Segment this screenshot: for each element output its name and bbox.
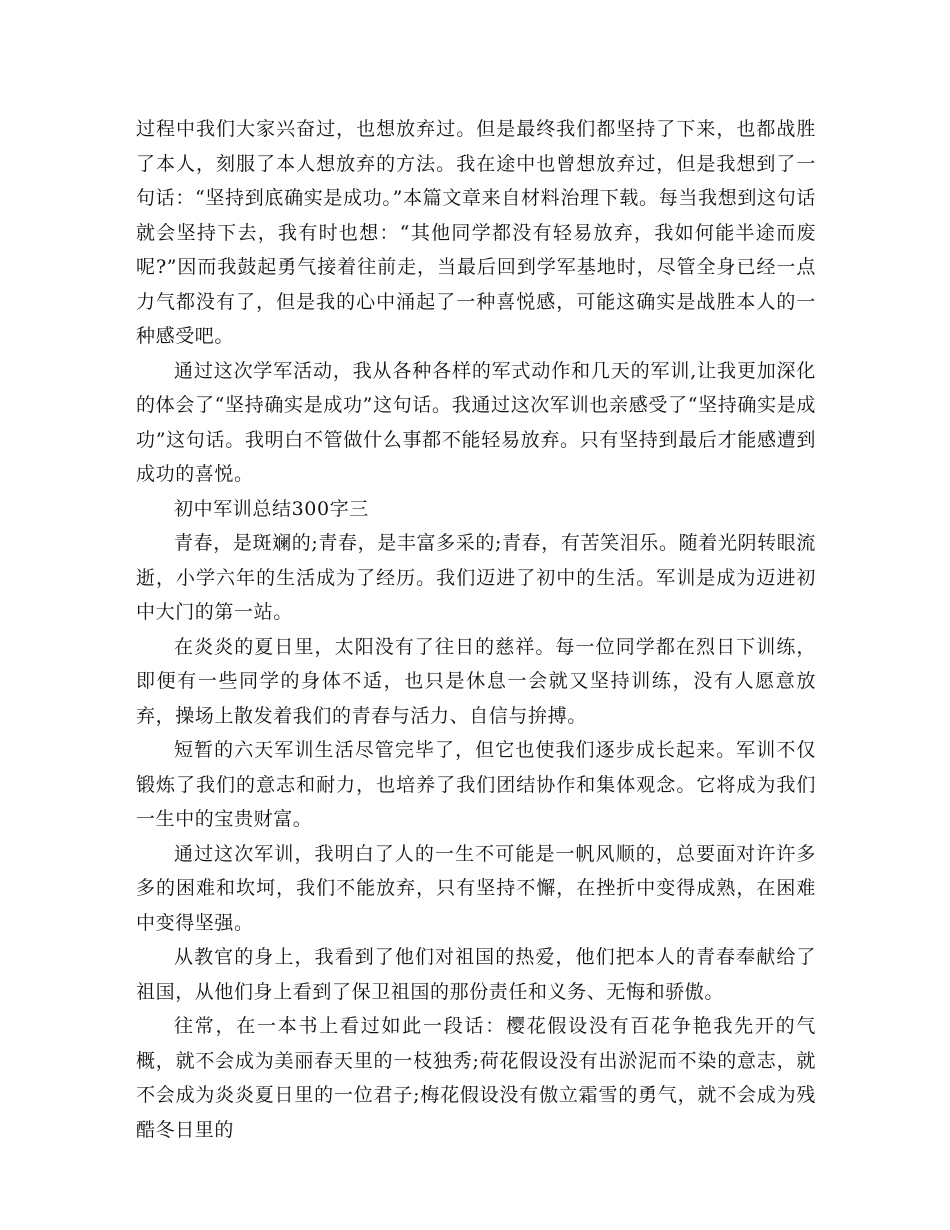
paragraph: 通过这次学军活动，我从各种各样的军式动作和几天的军训,让我更加深化的体会了“坚持确实是成功”这句话。我通过这次军训也亲感受了“坚持确实是成功”这句话。我明白不管做什么事都不能轻易放弃。只有坚持到最后才能感遭到成功的喜悦。 (136, 359, 816, 485)
paragraph: 青春，是斑斓的;青春，是丰富多采的;青春，有苦笑泪乐。随着光阴转眼流逝，小学六年的生活成为了经历。我们迈进了初中的生活。军训是成为迈进初中大门的第一站。 (136, 532, 816, 623)
paragraph: 从教官的身上，我看到了他们对祖国的热爱，他们把本人的青春奉献给了祖国，从他们身上看到了保卫祖国的那份责任和义务、无悔和骄傲。 (136, 946, 816, 1003)
document-body (136, 112, 816, 1147)
paragraph: 短暂的六天军训生活尽管完毕了，但它也使我们逐步成长起来。军训不仅锻炼了我们的意志和耐力，也培养了我们团结协作和集体观念。它将成为我们一生中的宝贵财富。 (136, 739, 816, 830)
paragraph: 在炎炎的夏日里，太阳没有了往日的慈祥。每一位同学都在烈日下训练，即便有一些同学的身体不适，也只是休息一会就又坚持训练，没有人愿意放弃，操场上散发着我们的青春与活力、自信与拚搏。 (136, 635, 816, 727)
paragraph-truncated: 往常，在一本书上看过如此一段话：樱花假设没有百花争艳我先开的气概，就不会成为美丽春天里的一枝独秀;荷花假设没有出淤泥而不染的意志，就不会成为炎炎夏日里的一位君子;梅花假设没有傲立霜雪的勇气，就不会成为残酷冬日里的 (136, 1015, 816, 1141)
section-heading: 初中军训总结300字三 (174, 497, 369, 520)
paragraph: 通过这次军训，我明白了人的一生不可能是一帆风顺的，总要面对许许多多的困难和坎坷，我们不能放弃，只有坚持不懈，在挫折中变得成熟，在困难中变得坚强。 (136, 842, 816, 934)
paragraph-continued: 过程中我们大家兴奋过，也想放弃过。但是最终我们都坚持了下来，也都战胜了本人，刻服了本人想放弃的方法。我在途中也曾想放弃过，但是我想到了一句话：“坚持到底确实是成功。”本篇文章来自材料治理下载。每当我想到这句话就会坚持下去，我有时也想：“其他同学都没有轻易放弃，我如何能半途而废呢?”因而我鼓起勇气接着往前走，当最后回到学军基地时，尽管全身已经一点力气都没有了，但是我的心中涌起了一种喜悦感，可能这确实是战胜本人的一种感受吧。 (136, 118, 816, 347)
